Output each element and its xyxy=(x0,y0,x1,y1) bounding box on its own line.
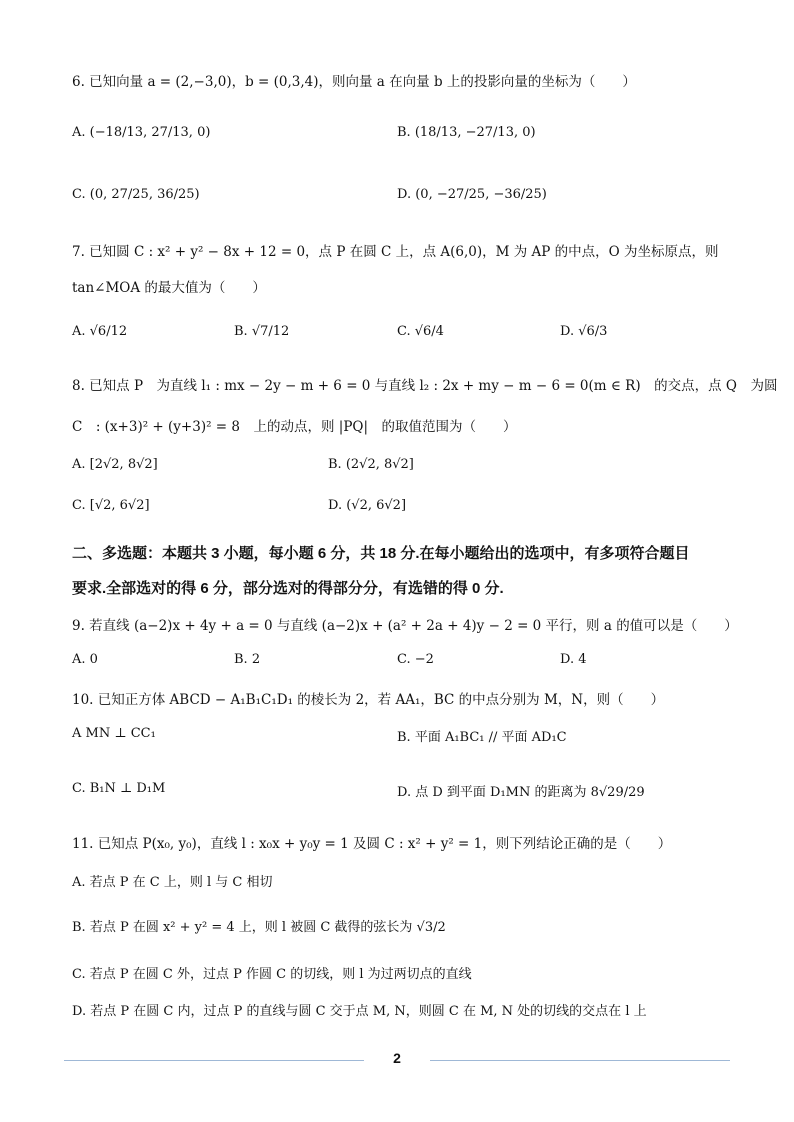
question-9-option-d: D. 4 xyxy=(560,652,587,667)
question-10-option-a: A MN ⊥ CC₁ xyxy=(72,726,156,741)
question-8-stem-line1: 8. 已知点 P 为直线 l₁ : mx − 2y − m + 6 = 0 与直线 l₂ : 2x + my − m − 6 = 0(m ∈ R) 的交点，点 Q 为圆 xyxy=(72,378,778,394)
question-11-option-c: C. 若点 P 在圆 C 外，过点 P 作圆 C 的切线，则 l 为过两切点的直线 xyxy=(72,967,472,982)
question-6-option-c: C. (0, 27/25, 36/25) xyxy=(72,187,200,202)
question-9-option-a: A. 0 xyxy=(72,652,98,667)
question-6-stem: 6. 已知向量 a = (2,−3,0)，b = (0,3,4)，则向量 a 在向量 b 上的投影向量的坐标为（ ） xyxy=(72,74,636,90)
section-2-heading-line2: 要求.全部选对的得 6 分，部分选对的得部分分，有选错的得 0 分. xyxy=(72,580,504,597)
question-10-option-b: B. 平面 A₁BC₁ // 平面 AD₁C xyxy=(397,730,567,745)
question-7-option-b: B. √7/12 xyxy=(234,324,290,339)
section-2-heading-line1: 二、多选题：本题共 3 小题，每小题 6 分，共 18 分.在每小题给出的选项中，有多项符合题目 xyxy=(72,545,690,562)
question-7-stem-line2: tan∠MOA 的最大值为（ ） xyxy=(72,280,266,296)
question-7-stem-line1: 7. 已知圆 C : x² + y² − 8x + 12 = 0，点 P 在圆 C 上，点 A(6,0)，M 为 AP 的中点，O 为坐标原点，则 xyxy=(72,244,719,260)
question-8-option-d: D. (√2, 6√2] xyxy=(328,498,407,513)
question-7-option-c: C. √6/4 xyxy=(397,324,444,339)
page-number: 2 xyxy=(393,1050,401,1066)
question-8-option-c: C. [√2, 6√2] xyxy=(72,498,150,513)
question-6-option-b: B. (18/13, −27/13, 0) xyxy=(397,125,536,140)
question-8-stem-line2: C : (x+3)² + (y+3)² = 8 上的动点，则 |PQ| 的取值范围为（ ） xyxy=(72,419,517,435)
question-9-option-b: B. 2 xyxy=(234,652,261,667)
question-7-option-a: A. √6/12 xyxy=(72,324,128,339)
question-11-option-b: B. 若点 P 在圆 x² + y² = 4 上，则 l 被圆 C 截得的弦长为 √3/2 xyxy=(72,920,446,935)
question-9-option-c: C. −2 xyxy=(397,652,434,667)
question-7-option-d: D. √6/3 xyxy=(560,324,608,339)
question-9-stem: 9. 若直线 (a−2)x + 4y + a = 0 与直线 (a−2)x + (a² + 2a + 4)y − 2 = 0 平行，则 a 的值可以是（ ） xyxy=(72,618,738,634)
question-8-option-b: B. (2√2, 8√2] xyxy=(328,457,414,472)
question-6-option-a: A. (−18/13, 27/13, 0) xyxy=(72,125,211,140)
question-10-option-d: D. 点 D 到平面 D₁MN 的距离为 8√29/29 xyxy=(397,785,645,800)
question-6-option-d: D. (0, −27/25, −36/25) xyxy=(397,187,547,202)
question-8-option-a: A. [2√2, 8√2] xyxy=(72,457,158,472)
question-11-stem: 11. 已知点 P(x₀, y₀)，直线 l : x₀x + y₀y = 1 及圆 C : x² + y² = 1，则下列结论正确的是（ ） xyxy=(72,836,672,852)
question-10-stem: 10. 已知正方体 ABCD − A₁B₁C₁D₁ 的棱长为 2，若 AA₁，BC 的中点分别为 M，N，则（ ） xyxy=(72,692,665,708)
question-10-option-c: C. B₁N ⊥ D₁M xyxy=(72,781,166,796)
question-11-option-a: A. 若点 P 在 C 上，则 l 与 C 相切 xyxy=(72,875,273,890)
question-11-option-d: D. 若点 P 在圆 C 内，过点 P 的直线与圆 C 交于点 M, N，则圆 C 在 M, N 处的切线的交点在 l 上 xyxy=(72,1004,647,1019)
